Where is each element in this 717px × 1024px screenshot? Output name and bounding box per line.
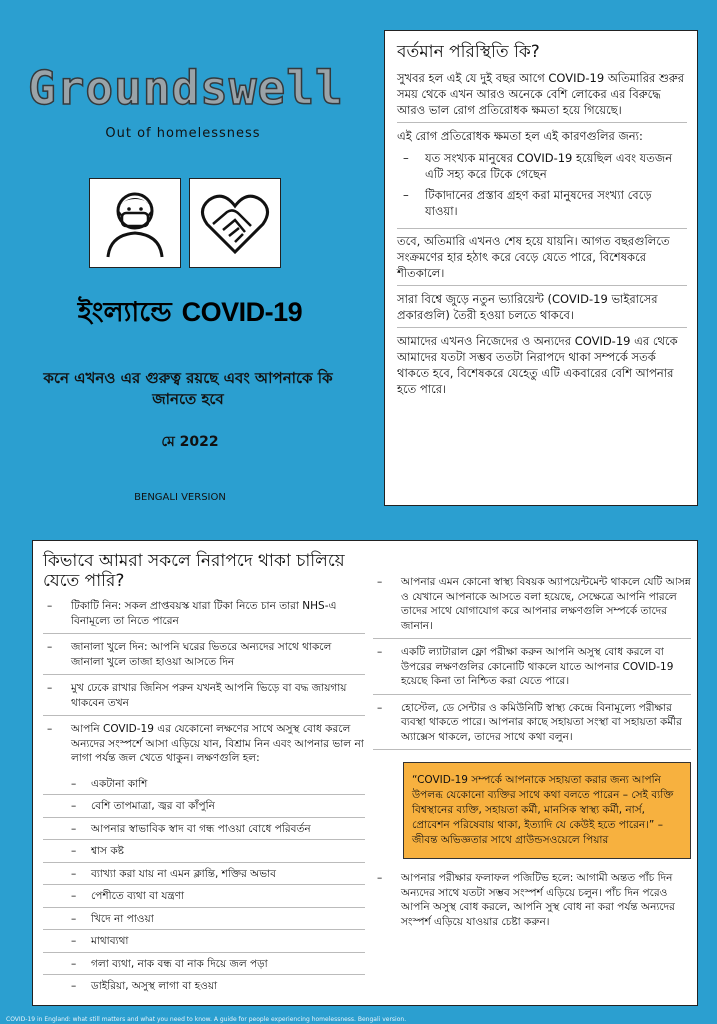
- list-item: – জানালা খুলে দিন: আপনি ঘরের ভিতরে অন্যদের সাথে থাকলে জানালা খুলে তাজা হাওয়া আসতে দিন: [43, 640, 365, 675]
- situation-paragraph: সারা বিশ্বে জুড়ে নতুন ভ্যারিয়েন্ট (COVID-19 ভাইরাসের প্রকারগুলি) তৈরী হওয়া চলতে থাকবে।: [397, 291, 687, 328]
- list-item: – টিকাটি নিন: সকল প্রাপ্তবয়স্ক যারা টিকা নিতে চান তারা NHS-এ বিনামূল্যে তা নিতে পারেন: [43, 599, 365, 634]
- title-bengali: ইংল্যান্ডে: [77, 297, 172, 328]
- list-item: – মুখ ঢেকে রাখার জিনিস পরুন যখনই আপনি ভিড়ে বা বদ্ধ জায়গায় থাকবেন তখন: [43, 681, 365, 716]
- list-item: – একটি ল্যাটারাল ফ্লো পরীক্ষা করুন আপনি অসুস্থ বোধ করলে বা উপরের লক্ষণগুলির কোনোটি থাকলে যাতে আপনার COVID-19 হয়েছে কিনা তা নিশ্চিত করা যেতে পারে।: [373, 645, 691, 695]
- safety-right-column: [373, 575, 691, 940]
- title-covid: COVID-19: [181, 297, 303, 327]
- symptom-item: – একটানা কাশি: [43, 777, 365, 796]
- page-title: [30, 292, 350, 337]
- footer-text: COVID-19 in England: what still matters and what you need to know. A guide for people experiencing homelessness. Bengali version.: [6, 1016, 407, 1023]
- safety-heading: কিভাবে আমরা সকলে নিরাপদে থাকা চালিয়ে যেতে পারি?: [43, 551, 345, 591]
- safety-left-column: [43, 551, 365, 1001]
- safety-list-right: [373, 575, 691, 750]
- situation-paragraph: আমাদের এখনও নিজেদের ও অন্যদের COVID-19 এর থেকে আমাদের যতটা সম্ভব ততটা নিরাপদে থাকা সম্পর্কে সতর্ক থাকতে হবে, বিশেষকরে যেহেতু এটি একবারের বেশি আপনার হতে পারে।: [397, 334, 678, 396]
- publication-date: মে 2022: [161, 434, 219, 450]
- symptom-item: – বেশি তাপমাত্রা, জ্বর বা কাঁপুনি: [43, 799, 365, 818]
- list-item: – আপনি COVID-19 এর যেকোনো লক্ষণের সাথে অসুস্থ বোধ করলে অন্যদের সংস্পর্শে আসা এড়িয়ে যান, বিশ্রাম নিন এবং আপনার ভাল না লাগা পর্যন্ত জল খেতে থাকুন। লক্ষণগুলি হল:: [43, 722, 365, 771]
- symptom-item: – গলা ব্যথা, নাক বন্ধ বা নাক দিয়ে জল পড়া: [43, 957, 365, 976]
- safety-list-right-2: [373, 871, 691, 934]
- logo: [28, 61, 344, 141]
- masked-person-icon: [89, 178, 181, 268]
- symptom-item: – ডাইরিয়া, অসুস্থ লাগা বা হওয়া: [43, 979, 365, 997]
- page-subtitle: কনে এখনও এর গুরুত্ব রয়ছে এবং আপনাকে কি জানতে হবে: [43, 369, 333, 408]
- version-label: BENGALI VERSION: [134, 492, 226, 503]
- situation-heading: বর্তমান পরিস্থিতি কি?: [397, 42, 540, 62]
- list-item: – হোস্টেল, ডে সেন্টার ও কমিউনিটি স্বাস্থ্য কেন্দ্রে বিনামূল্যে পরীক্ষার ব্যবস্থা থাকতে পারে। আপনার কাছে সহায়তা সংস্থা বা সহায়তা কর্মীর অ্যাক্সেস থাকলে, তাদের সাথে কথা বলুন।: [373, 701, 691, 751]
- safety-list: [43, 599, 365, 997]
- logo-title: Groundswell: [28, 61, 344, 115]
- logo-subtitle: Out of homelessness: [105, 126, 261, 141]
- list-item: – যত সংখ্যক মানুষের COVID-19 হয়েছিল এবং যতজন এটি সহ্য করে টিকে গেছেন: [397, 150, 687, 182]
- situation-paragraph: এই রোগ প্রতিরোধক ক্ষমতা হল এই কারণগুলির জন্য:: [397, 129, 643, 143]
- situation-paragraph: তবে, অতিমারি এখনও শেষ হয়ে যায়নি। আগত বছরগুলিতে সংক্রমণের হার হঠাৎ করে বেড়ে যেতে পারে, বিশেষকরে শীতকালে।: [397, 233, 687, 286]
- list-item: – টিকাদানের প্রস্তাব গ্রহণ করা মানুষদের সংখ্যা বেড়ে যাওয়া।: [397, 187, 687, 219]
- situation-paragraph: সুখবর হল এই যে দুই বছর আগে COVID-19 অতিমারির শুরুর সময় থেকে এখন আরও অনেকে বেশি লোকের এর বিরুদ্ধে আরও ভাল রোগ প্রতিরোধক ক্ষমতা হয়ে গিয়েছে।: [397, 70, 687, 123]
- list-item: – আপনার পরীক্ষার ফলাফল পজিটিভ হলে: আগামী অন্তত পাঁচ দিন অন্যদের সাথে যতটা সম্ভব সংস্পর্শ এড়িয়ে চলুন। পাঁচ দিন পরেও আপনি অসুস্থ বোধ করলে, আপনি সুস্থ বোধ না করা পর্যন্ত অন্যদের সংস্পর্শ এড়িয়ে যাওয়ার চেষ্টা করুন।: [373, 871, 691, 934]
- symptom-item: – মাথাব্যথা: [43, 934, 365, 953]
- heart-handshake-icon: [189, 178, 281, 268]
- safety-panel: [32, 540, 698, 1006]
- symptom-item: – আপনার স্বাভাবিক স্বাদ বা গন্ধ পাওয়া বোধে পরিবর্তন: [43, 822, 365, 841]
- symptom-item: – পেশীতে ব্যথা বা যন্ত্রণা: [43, 889, 365, 908]
- reasons-list: [397, 150, 687, 229]
- peer-quote-box: “COVID-19 সম্পর্কে আপনাকে সহায়তা করার জন্য আপনি উপলব্ধ যেকোনো ব্যক্তির সাথে কথা বলতে পারেন – সেই ব্যক্তি বিশ্বস্থানের ব্যক্তি, সহায়তা কর্মী, মানসিক স্বাস্থ্য কর্মী, নার্স, প্রোবেশন পরিষেবায় থাকা, ইত্যাদি যে কেউই হতে পারেন।” – জীবন্ত অভিজ্ঞতার সাথে গ্রাউন্ডসওয়েলে পিয়ার: [403, 762, 691, 859]
- symptom-item: – খিদে না পাওয়া: [43, 912, 365, 931]
- symptom-item: – ব্যাখ্যা করা যায় না এমন ক্লান্তি, শক্তির অভাব: [43, 867, 365, 886]
- symptom-item: – শ্বাস কষ্ট: [43, 844, 365, 863]
- situation-panel: [384, 30, 698, 506]
- list-item: – আপনার এমন কোনো স্বাস্থ্য বিষয়ক অ্যাপয়েন্টমেন্ট থাকলে যেটি আসন্ন ও যেখানে আপনাকে আসতে বলা হয়েছে, সেক্ষেত্রে আপনি পারলে তাদের সাথে যোগাযোগ করে আপনার লক্ষণগুলি সম্পর্কে তাদের জানান।: [373, 575, 691, 639]
